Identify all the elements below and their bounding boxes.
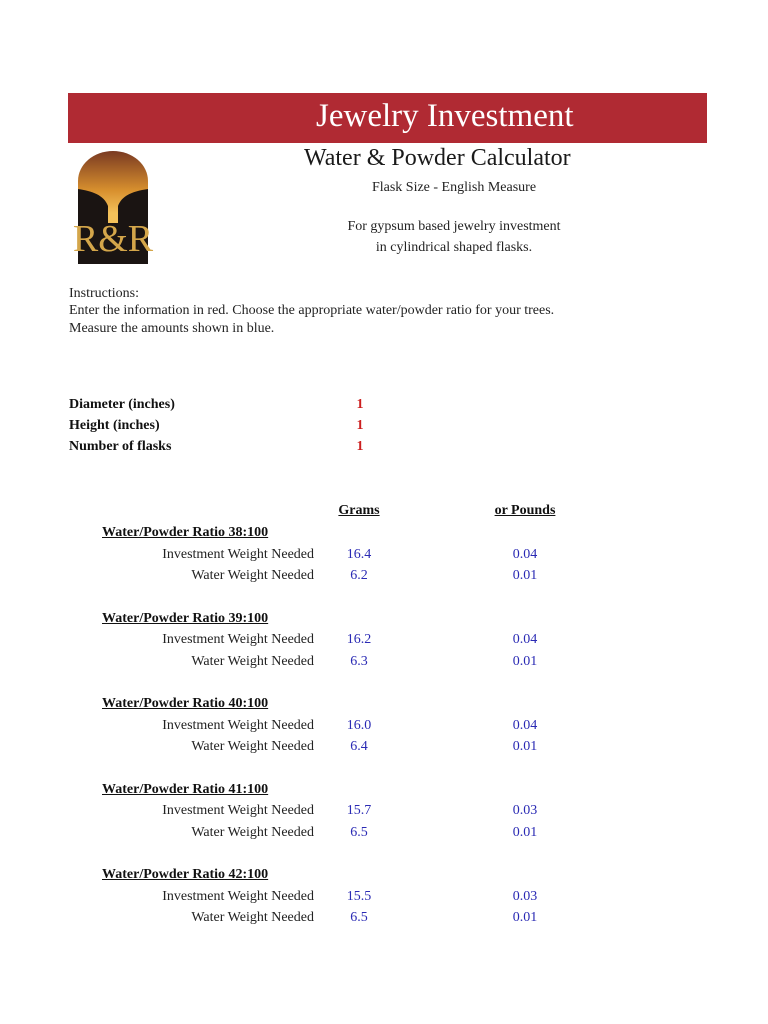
investment-weight-label: Investment Weight Needed [162,547,314,562]
flask-count-label: Number of flasks [69,439,172,454]
investment-weight-label: Investment Weight Needed [162,803,314,818]
ratio-heading: Water/Powder Ratio 38:100 [102,525,269,540]
water-weight-label: Water Weight Needed [191,910,314,925]
investment-pounds-value: 0.03 [512,803,538,818]
page-title: Jewelry Investment [316,98,574,134]
ratio-heading: Water/Powder Ratio 42:100 [102,867,269,882]
flask-count-input[interactable]: 1 [356,439,364,454]
water-grams-value: 6.5 [350,825,368,840]
water-pounds-value: 0.01 [512,739,538,754]
instructions-heading: Instructions: [69,286,139,301]
water-grams-value: 6.4 [350,739,368,754]
investment-pounds-value: 0.04 [512,547,538,562]
pounds-column-header: or Pounds [494,503,556,518]
investment-grams-value: 16.0 [346,718,372,733]
investment-weight-label: Investment Weight Needed [162,718,314,733]
water-weight-label: Water Weight Needed [191,825,314,840]
water-grams-value: 6.2 [350,568,368,583]
investment-pounds-value: 0.03 [512,889,538,904]
height-input[interactable]: 1 [356,418,364,433]
investment-grams-value: 16.4 [346,547,372,562]
ratio-heading: Water/Powder Ratio 41:100 [102,782,269,797]
investment-grams-value: 16.2 [346,632,372,647]
water-grams-value: 6.5 [350,910,368,925]
page-subtitle: Water & Powder Calculator [304,145,571,171]
water-weight-label: Water Weight Needed [191,654,314,669]
instructions-line-1: Enter the information in red. Choose the appropriate water/powder ratio for your trees. [69,303,555,318]
investment-grams-value: 15.7 [346,803,372,818]
ratio-heading: Water/Powder Ratio 39:100 [102,611,269,626]
diameter-input[interactable]: 1 [356,397,364,412]
investment-weight-label: Investment Weight Needed [162,889,314,904]
investment-grams-value: 15.5 [346,889,372,904]
water-weight-label: Water Weight Needed [191,739,314,754]
water-grams-value: 6.3 [350,654,368,669]
height-label: Height (inches) [69,418,160,433]
water-pounds-value: 0.01 [512,910,538,925]
investment-pounds-value: 0.04 [512,632,538,647]
flask-size-label: Flask Size - English Measure [371,180,537,195]
water-pounds-value: 0.01 [512,825,538,840]
water-pounds-value: 0.01 [512,654,538,669]
diameter-label: Diameter (inches) [69,397,175,412]
investment-weight-label: Investment Weight Needed [162,632,314,647]
ratio-heading: Water/Powder Ratio 40:100 [102,696,269,711]
water-weight-label: Water Weight Needed [191,568,314,583]
rr-logo [72,151,154,264]
description-line-2: in cylindrical shaped flasks. [375,240,533,255]
investment-pounds-value: 0.04 [512,718,538,733]
logo-text: R&R [72,218,154,260]
instructions-line-2: Measure the amounts shown in blue. [69,321,275,336]
water-pounds-value: 0.01 [512,568,538,583]
grams-column-header: Grams [338,503,380,518]
description-line-1: For gypsum based jewelry investment [347,219,561,234]
